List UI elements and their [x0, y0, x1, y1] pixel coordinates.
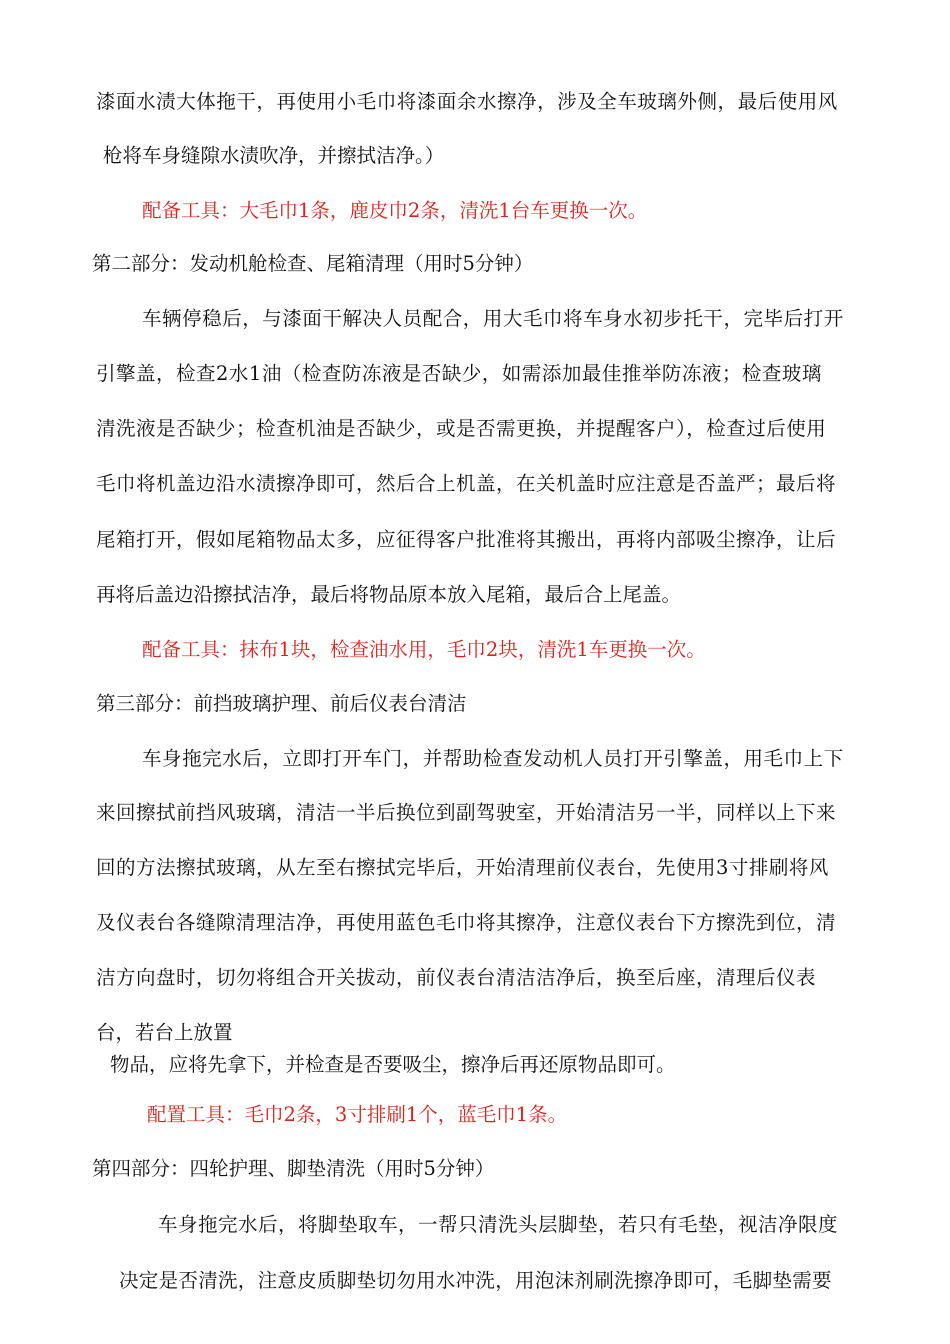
paragraph-2-line-4: 毛巾将机盖边沿水渍擦净即可，然后合上机盖，在关机盖时应注意是否盖严；最后将	[96, 472, 837, 495]
paragraph-3-line-2: 来回擦拭前挡风玻璃，清洁一半后换位到副驾驶室，开始清洁另一半，同样以上下来	[96, 801, 837, 824]
paragraph-2-line-5: 尾箱打开，假如尾箱物品太多，应征得客户批准将其搬出，再将内部吸尘擦净，让后	[96, 528, 837, 551]
tools-note-3: 配置工具：毛巾2条，3寸排刷1个，蓝毛巾1条。	[147, 1103, 568, 1126]
paragraph-3-line-1: 车身拖完水后，立即打开车门，并帮助检查发动机人员打开引擎盖，用毛巾上下	[142, 747, 844, 770]
paragraph-3-line-6: 台，若台上放置	[96, 1021, 233, 1044]
paragraph-2-line-1: 车辆停稳后，与漆面干解决人员配合，用大毛巾将车身水初步托干，完毕后打开	[142, 307, 844, 330]
paragraph-4-line-1: 车身拖完水后，将脚垫取车，一帮只清洗头层脚垫，若只有毛垫，视洁净限度	[158, 1213, 839, 1236]
paragraph-3-line-3: 回的方法擦拭玻璃，从左至右擦拭完毕后，开始清理前仪表台，先使用3寸排刷将风	[96, 856, 829, 879]
tools-note-2: 配备工具：抹布1块，检查油水用，毛巾2块，清洗1车更换一次。	[142, 638, 706, 661]
paragraph-2-line-6: 再将后盖边沿擦拭洁净，最后将物品原本放入尾箱，最后合上尾盖。	[96, 583, 682, 606]
section-3-heading: 第三部分：前挡玻璃护理、前后仪表台清洁	[96, 692, 467, 715]
paragraph-3-line-5: 洁方向盘时，切勿将组合开关拔动，前仪表台清洁洁净后，换至后座，清理后仪表	[96, 966, 817, 989]
paragraph-3-line-7: 物品，应将先拿下，并检查是否要吸尘，擦净后再还原物品即可。	[110, 1053, 676, 1076]
paragraph-4-line-2: 决定是否清洗，注意皮质脚垫切勿用水冲洗，用泡沫剂刷洗擦净即可，毛脚垫需要	[119, 1269, 832, 1292]
paragraph-2-line-2: 引擎盖，检查2水1油（检查防冻液是否缺少，如需添加最佳推举防冻液；检查玻璃	[96, 362, 822, 385]
paragraph-1-line-2: 枪将车身缝隙水渍吹净，并擦拭洁净。）	[103, 144, 445, 167]
section-2-heading: 第二部分：发动机舱检查、尾箱清理（用时5分钟）	[92, 252, 534, 275]
section-4-heading: 第四部分：四轮护理、脚垫清洗（用时5分钟）	[92, 1157, 495, 1180]
paragraph-1-line-1: 漆面水渍大体拖干，再使用小毛巾将漆面余水擦净，涉及全车玻璃外侧，最后使用风	[96, 90, 838, 113]
paragraph-2-line-3: 清洗液是否缺少；检查机油是否缺少，或是否需更换，并提醒客户），检查过后使用	[96, 417, 827, 440]
tools-note-1: 配备工具：大毛巾1条，鹿皮巾2条，清洗1台车更换一次。	[142, 199, 648, 222]
paragraph-3-line-4: 及仪表台各缝隙清理洁净，再使用蓝色毛巾将其擦净，注意仪表台下方擦洗到位，清	[96, 911, 837, 934]
